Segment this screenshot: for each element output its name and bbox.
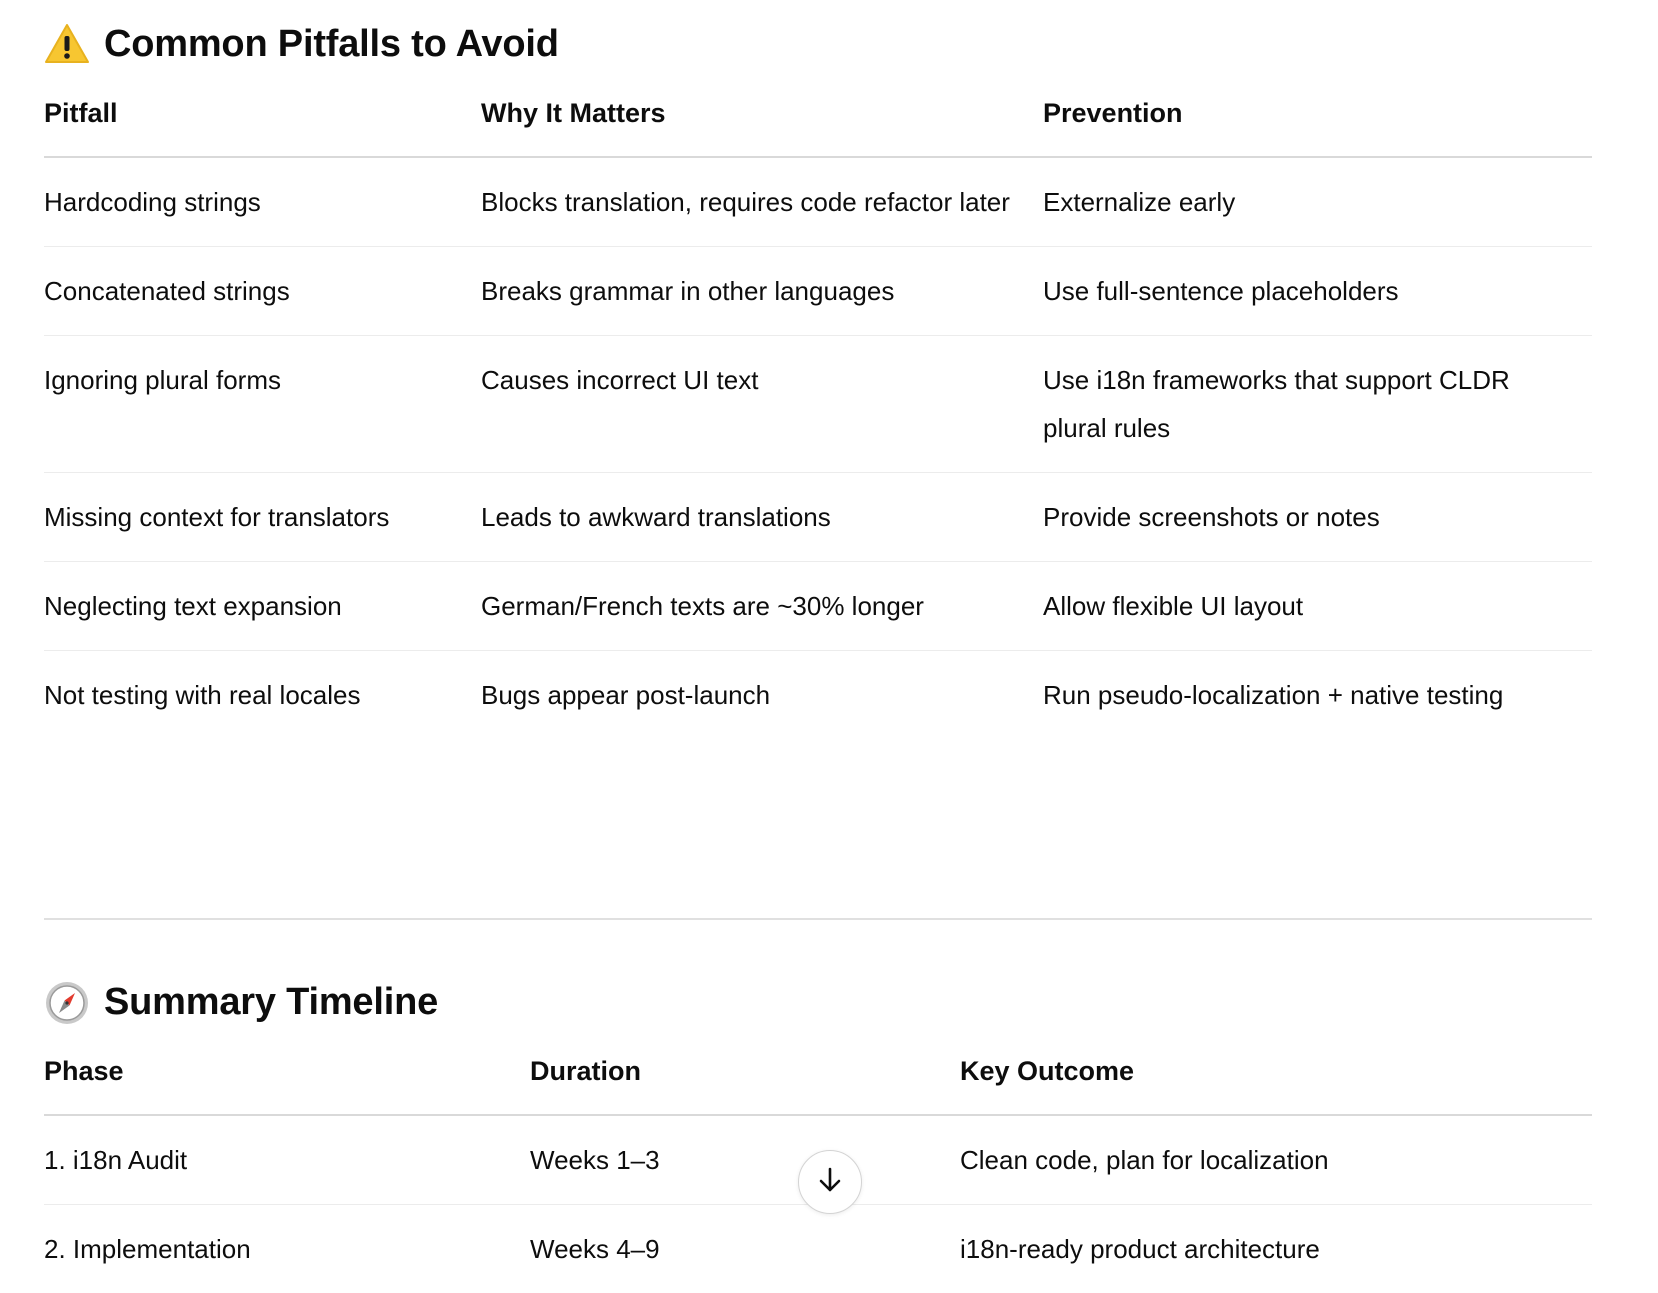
table-row xyxy=(44,157,1592,247)
timeline-heading xyxy=(44,976,438,1028)
table-cell: Externalize early xyxy=(1043,157,1592,247)
column-header-key-outcome: Key Outcome xyxy=(960,1044,1592,1115)
table-cell: Ignoring plural forms xyxy=(44,336,481,473)
table-cell: Not testing with real locales xyxy=(44,651,481,740)
table-header-row xyxy=(44,86,1592,157)
table-cell: Causes incorrect UI text xyxy=(481,336,1043,473)
table-cell: Provide screenshots or notes xyxy=(1043,473,1592,562)
table-cell: Leads to awkward translations xyxy=(481,473,1043,562)
table-cell: 1. i18n Audit xyxy=(44,1115,530,1205)
table-row xyxy=(44,651,1592,740)
table-cell: Breaks grammar in other languages xyxy=(481,247,1043,336)
table-cell: Blocks translation, requires code refactor later xyxy=(481,157,1043,247)
pitfalls-title: Common Pitfalls to Avoid xyxy=(104,23,559,66)
section-divider xyxy=(44,918,1592,920)
column-header-why: Why It Matters xyxy=(481,86,1043,157)
pitfalls-table xyxy=(44,86,1592,739)
column-header-phase: Phase xyxy=(44,1044,530,1115)
arrow-down-icon xyxy=(815,1165,845,1200)
column-header-pitfall: Pitfall xyxy=(44,86,481,157)
table-cell: Allow flexible UI layout xyxy=(1043,562,1592,651)
table-row xyxy=(44,247,1592,336)
table-cell: Concatenated strings xyxy=(44,247,481,336)
table-cell: Clean code, plan for localization xyxy=(960,1115,1592,1205)
table-cell: Run pseudo-localization + native testing xyxy=(1043,651,1592,740)
table-cell: Use full-sentence placeholders xyxy=(1043,247,1592,336)
table-row xyxy=(44,562,1592,651)
table-cell: Weeks 1–3 xyxy=(530,1115,960,1205)
compass-icon xyxy=(44,980,90,1024)
scroll-to-bottom-button[interactable] xyxy=(798,1150,862,1214)
table-cell: i18n-ready product architecture xyxy=(960,1205,1592,1293)
warning-icon xyxy=(44,22,90,66)
table-cell: Neglecting text expansion xyxy=(44,562,481,651)
column-header-duration: Duration xyxy=(530,1044,960,1115)
pitfalls-heading xyxy=(44,18,559,70)
table-cell: Missing context for translators xyxy=(44,473,481,562)
table-row xyxy=(44,473,1592,562)
table-cell: German/French texts are ~30% longer xyxy=(481,562,1043,651)
column-header-prevention: Prevention xyxy=(1043,86,1592,157)
table-row xyxy=(44,336,1592,473)
table-cell: 2. Implementation xyxy=(44,1205,530,1293)
table-row xyxy=(44,1205,1592,1293)
table-header-row xyxy=(44,1044,1592,1115)
table-cell: Hardcoding strings xyxy=(44,157,481,247)
table-cell: Bugs appear post-launch xyxy=(481,651,1043,740)
table-cell: Weeks 4–9 xyxy=(530,1205,960,1293)
table-cell: Use i18n frameworks that support CLDR plural rules xyxy=(1043,336,1592,473)
timeline-title: Summary Timeline xyxy=(104,981,438,1024)
